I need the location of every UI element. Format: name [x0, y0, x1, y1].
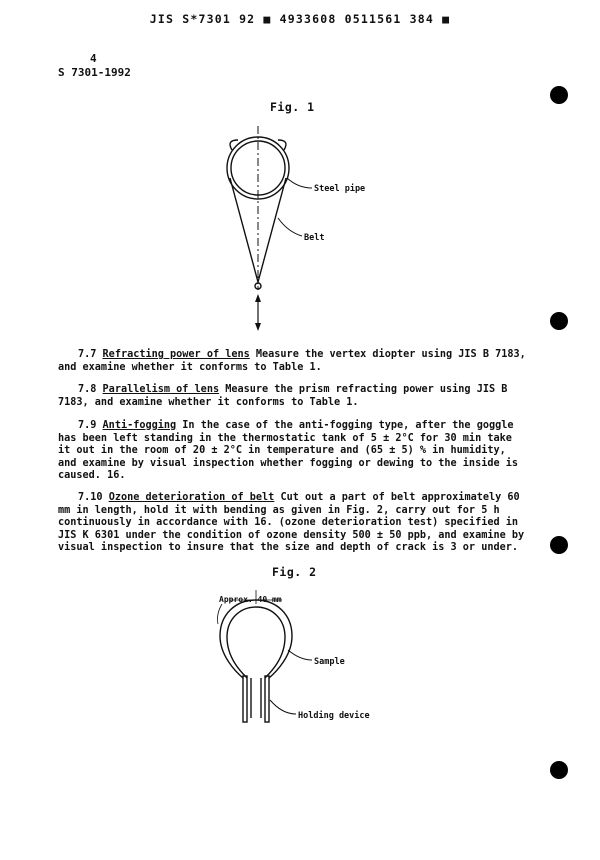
label-belt: Belt: [304, 233, 325, 243]
header-code-line: JIS S*7301 92 ■ 4933608 0511561 384 ■: [149, 12, 451, 26]
section-heading: Parallelism of lens: [102, 384, 220, 395]
section-7-8: [58, 384, 528, 409]
document-id: S 7301-1992: [58, 66, 131, 79]
section-heading: Anti-fogging: [102, 420, 177, 431]
section-heading: Refracting power of lens: [102, 349, 250, 360]
sample-inner: [227, 607, 285, 678]
holding-device-right: [265, 676, 269, 722]
fig1-diagram: [0, 0, 600, 340]
section-number: 7.9: [78, 420, 97, 431]
binder-hole-4: [550, 761, 568, 779]
label-approx: Approx. 40 mm: [219, 595, 282, 604]
binder-hole-3: [550, 536, 568, 554]
section-body: Measure the vertex diopter using JIS B 7183, and examine whether it conforms to Table 1.: [58, 349, 526, 373]
fig2-title: Fig. 2: [272, 565, 317, 579]
label-sample: Sample: [314, 657, 345, 667]
section-7-9: [58, 420, 528, 483]
section-heading: Ozone deterioration of belt: [108, 492, 275, 503]
sample-outer: [220, 600, 292, 678]
page-number: 4: [90, 52, 97, 65]
label-steel-pipe: Steel pipe: [314, 184, 366, 194]
section-number: 7.7: [78, 349, 97, 360]
section-7-7: [58, 349, 528, 374]
holding-device-left: [243, 676, 247, 722]
fig1-title: Fig. 1: [270, 100, 315, 114]
section-7-10: [58, 492, 528, 555]
section-number: 7.8: [78, 384, 97, 395]
section-body: In the case of the anti-fogging type, after the goggle has been left standing in the thermostatic tank of 5 ± 2°C for 30 min take it out in the room of 20 ± 2°C in temperature and (65 ± 5) % in humidity, and examine by visual inspection whether fogging or dewing to the inside is caused. 16.: [58, 420, 519, 482]
section-body: Cut out a part of belt approximately 60 mm in length, hold it with bending as given in Fig. 2, carry out for 5 h continuously in accordance with 16. (ozone deterioration test) specified in JIS K 6301 under the condition of ozone density 500 ± 50 ppb, and examine by visual inspection to insure that the size and depth of crack is 3 or under.: [58, 492, 525, 554]
label-holding-device: Holding device: [298, 711, 370, 721]
section-body: Measure the prism refracting power using JIS B 7183, and examine whether it conforms to Table 1.: [58, 384, 508, 408]
fig2-diagram: [0, 580, 600, 740]
section-number: 7.10: [78, 492, 103, 503]
